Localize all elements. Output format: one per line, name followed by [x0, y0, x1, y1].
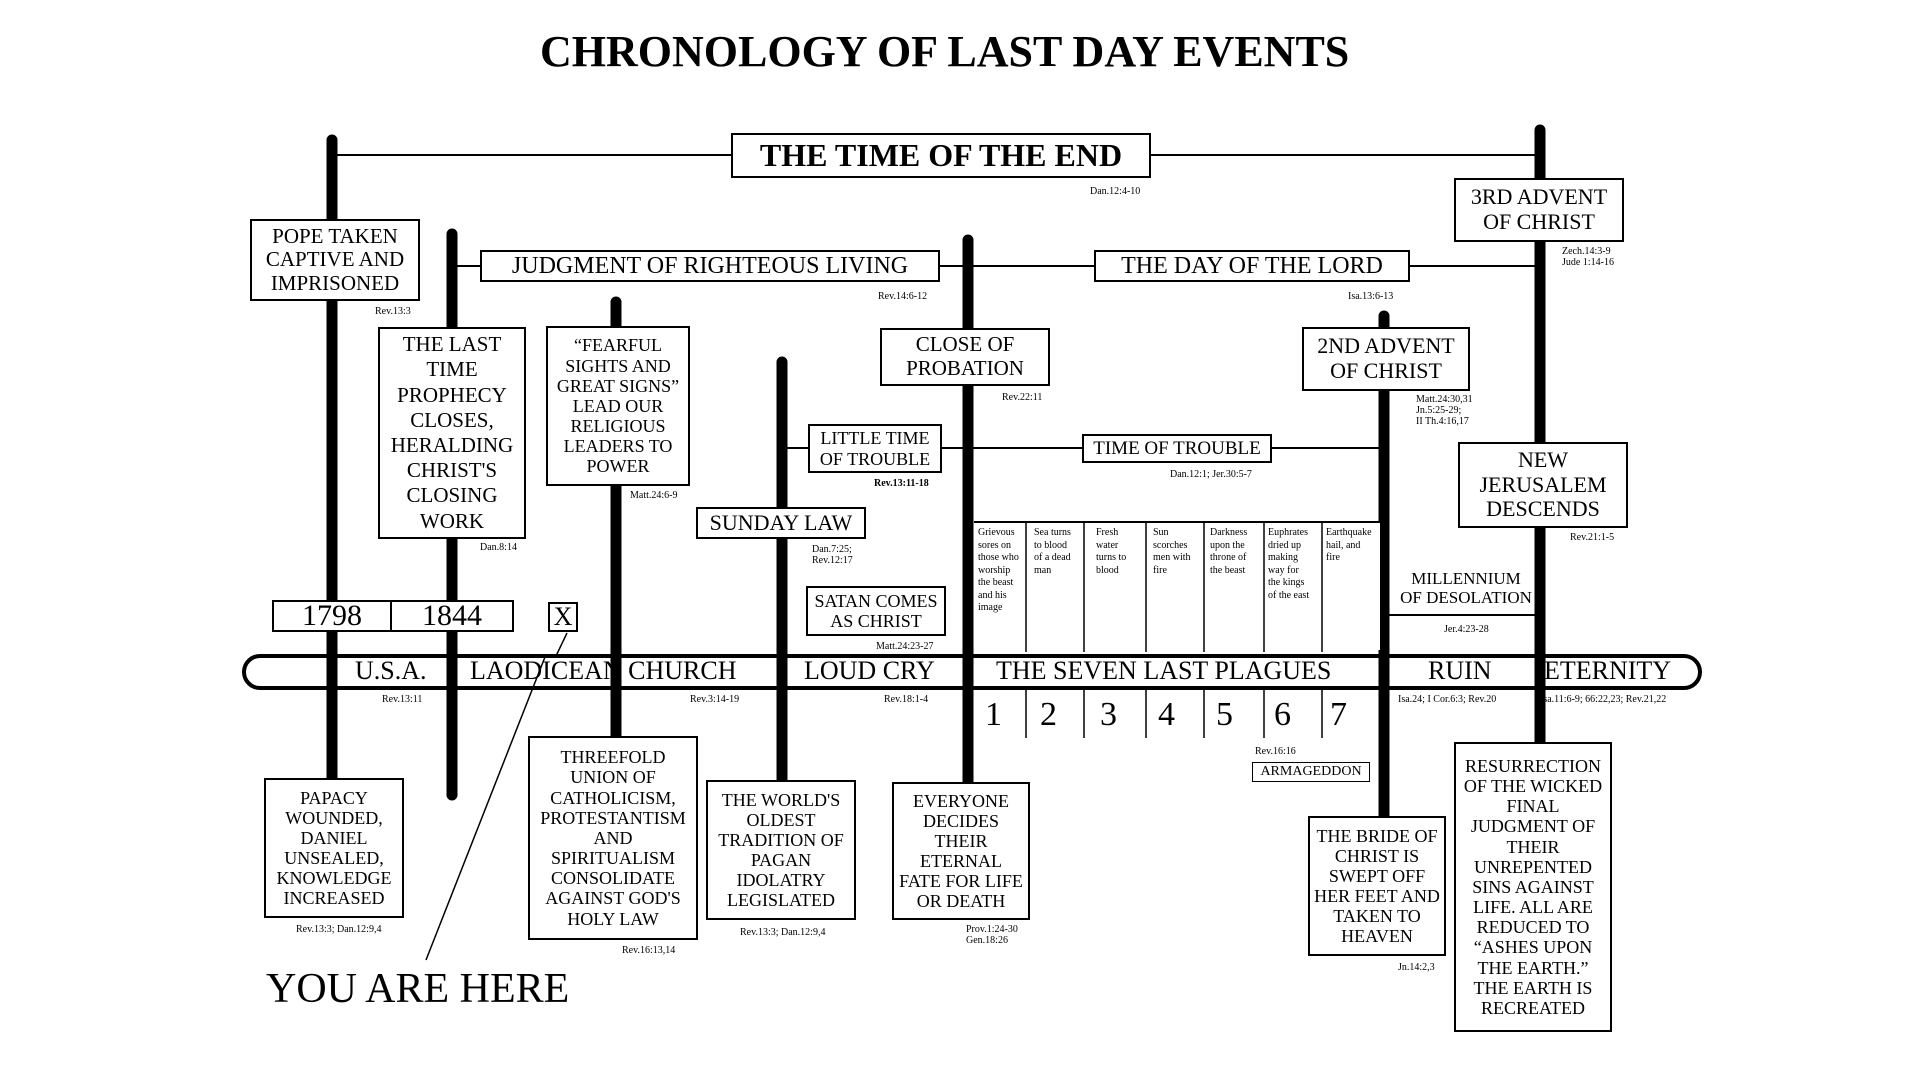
little-trouble-box: LITTLE TIME OF TROUBLE: [808, 424, 942, 473]
armageddon-box: ARMAGEDDON: [1252, 762, 1370, 782]
plague-2-desc: Sea turns to blood of a dead man: [1034, 527, 1071, 576]
plague-6-desc: Euphrates dried up making way for the kings of the east: [1268, 527, 1310, 601]
timeline-loud-cry-ref: Rev.18:1-4: [884, 694, 929, 705]
timeline-ruin: RUIN: [1428, 656, 1492, 685]
bride-box: THE BRIDE OF CHRIST IS SWEPT OFF HER FEET AND TAKEN TO HEAVEN: [1308, 816, 1446, 956]
millennium-box: MILLENNIUM OF DESOLATION: [1400, 568, 1532, 607]
second-advent-box: 2ND ADVENT OF CHRIST: [1302, 327, 1470, 391]
last-time-prophecy-ref: Dan.8:14: [480, 542, 517, 553]
close-probation-ref: Rev.22:11: [1002, 392, 1043, 403]
armageddon-ref: Rev.16:16: [1255, 746, 1296, 757]
plague-5-number: 5: [1216, 696, 1233, 733]
resurrection-box: RESURRECTION OF THE WICKED FINAL JUDGMENT OF THEIR UNREPENTED SINS AGAINST LIFE. ALL ARE REDUCED TO “ASHES UPON THE EARTH.” THE EARTH IS RECREATED: [1454, 742, 1612, 1032]
plague-3-number: 3: [1100, 696, 1117, 733]
threefold-box: THREEFOLD UNION OF CATHOLICISM, PROTESTANTISM AND SPIRITUALISM CONSOLIDATE AGAINST GOD'S HOLY LAW: [528, 736, 698, 940]
judgment-ref: Rev.14:6-12: [878, 291, 928, 302]
plague-2-number: 2: [1040, 696, 1057, 733]
sunday-law-ref: Dan.7:25; Rev.12:17: [812, 544, 853, 566]
last-time-prophecy-box: THE LAST TIME PROPHECY CLOSES, HERALDING CHRIST'S CLOSING WORK: [378, 327, 526, 539]
satan-comes-ref: Matt.24:23-27: [876, 641, 934, 652]
timeline-ruin-ref: Isa.24; I Cor.6:3; Rev.20: [1398, 694, 1497, 705]
plague-1-number: 1: [985, 696, 1002, 733]
day-of-lord-ref: Isa.13:6-13: [1348, 291, 1394, 302]
timeline-laodicean-ref: Rev.3:14-19: [690, 694, 740, 705]
little-trouble-ref: Rev.13:11-18: [874, 478, 929, 489]
year-1844-box: 1844: [390, 600, 514, 632]
plague-5-desc: Darkness upon the throne of the beast: [1210, 527, 1248, 576]
papacy-box: PAPACY WOUNDED, DANIEL UNSEALED, KNOWLEDGE INCREASED: [264, 778, 404, 918]
new-jerusalem-ref: Rev.21:1-5: [1570, 532, 1615, 543]
fearful-sights-box: “FEARFUL SIGHTS AND GREAT SIGNS” LEAD OUR RELIGIOUS LEADERS TO POWER: [546, 326, 690, 486]
time-of-end-ref: Dan.12:4-10: [1090, 186, 1141, 197]
plague-7-number: 7: [1330, 696, 1347, 733]
new-jerusalem-box: NEW JERUSALEM DESCENDS: [1458, 442, 1628, 528]
page-title: CHRONOLOGY OF LAST DAY EVENTS: [540, 27, 1350, 76]
millennium-ref: Jer.4:23-28: [1444, 624, 1489, 635]
threefold-ref: Rev.16:13,14: [622, 945, 676, 956]
you-are-here-label: YOU ARE HERE: [266, 966, 570, 1012]
timeline-loud-cry: LOUD CRY: [804, 656, 935, 685]
time-trouble-box: TIME OF TROUBLE: [1082, 434, 1272, 463]
timeline-eternity-ref: Isa.11:6-9; 66:22,23; Rev.21,22: [1540, 694, 1667, 705]
time-of-end-box: THE TIME OF THE END: [731, 133, 1151, 178]
timeline-usa: U.S.A.: [355, 656, 427, 685]
plague-4-number: 4: [1158, 696, 1175, 733]
time-trouble-ref: Dan.12:1; Jer.30:5-7: [1170, 469, 1252, 480]
third-advent-ref: Zech.14:3-9 Jude 1:14-16: [1562, 246, 1614, 268]
plague-7-desc: Earthquake hail, and fire: [1326, 527, 1372, 563]
papacy-ref: Rev.13:3; Dan.12:9,4: [296, 924, 382, 935]
pope-ref: Rev.13:3: [375, 306, 411, 317]
plague-4-desc: Sun scorches men with fire: [1153, 527, 1191, 576]
plague-1-desc: Grievous sores on those who worship the beast and his image: [978, 527, 1019, 613]
second-advent-ref: Matt.24:30,31 Jn.5:25-29; II Th.4:16,17: [1416, 394, 1473, 427]
plague-6-number: 6: [1274, 696, 1291, 733]
oldest-tradition-box: THE WORLD'S OLDEST TRADITION OF PAGAN IDOLATRY LEGISLATED: [706, 780, 856, 920]
timeline-laodicean: LAODICEAN CHURCH: [470, 656, 737, 685]
day-of-lord-box: THE DAY OF THE LORD: [1094, 250, 1410, 282]
everyone-decides-ref: Prov.1:24-30 Gen.18:26: [966, 924, 1018, 946]
timeline-usa-ref: Rev.13:11: [382, 694, 423, 705]
everyone-decides-box: EVERYONE DECIDES THEIR ETERNAL FATE FOR LIFE OR DEATH: [892, 782, 1030, 920]
fearful-sights-ref: Matt.24:6-9: [630, 490, 678, 501]
satan-comes-box: SATAN COMES AS CHRIST: [806, 586, 946, 636]
close-probation-box: CLOSE OF PROBATION: [880, 328, 1050, 386]
timeline-seven-plagues: THE SEVEN LAST PLAGUES: [996, 656, 1332, 685]
third-advent-box: 3RD ADVENT OF CHRIST: [1454, 178, 1624, 242]
pope-box: POPE TAKEN CAPTIVE AND IMPRISONED: [250, 219, 420, 301]
oldest-tradition-ref: Rev.13:3; Dan.12:9,4: [740, 927, 826, 938]
plague-3-desc: Fresh water turns to blood: [1096, 527, 1127, 576]
year-1798-box: 1798: [272, 600, 392, 632]
sunday-law-box: SUNDAY LAW: [696, 507, 866, 539]
you-marker-box: X: [548, 602, 578, 632]
timeline-eternity: ETERNITY: [1544, 656, 1672, 685]
bride-ref: Jn.14:2,3: [1398, 962, 1435, 973]
judgment-box: JUDGMENT OF RIGHTEOUS LIVING: [480, 250, 940, 282]
